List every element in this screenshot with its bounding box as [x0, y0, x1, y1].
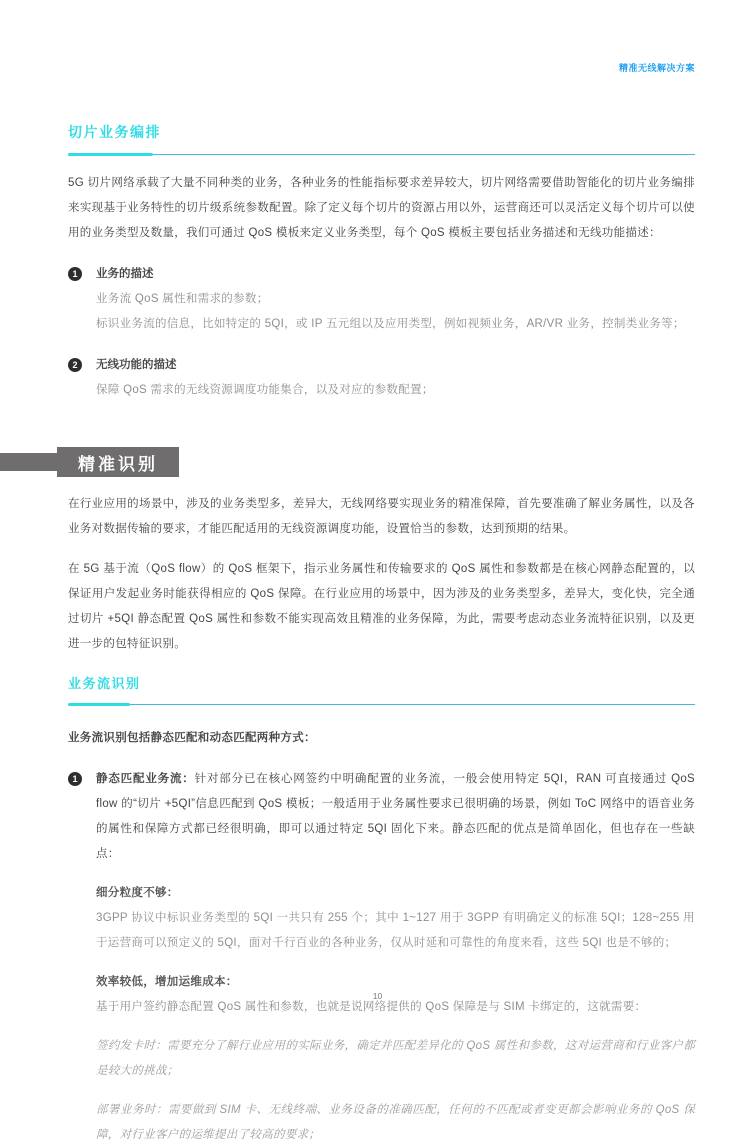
list-item-lead-bold: 静态匹配业务流： [96, 773, 195, 785]
note-deployment: 部署业务时：需要做到 SIM 卡、无线终端、业务设备的准确匹配，任何的不匹配或者变更都会影响业务的 QoS 保障，对行业客户的运维提出了较高的要求； [96, 1104, 695, 1141]
numbered-bullet-icon: 1 [68, 772, 82, 786]
note-subscription: 签约发卡时：需要充分了解行业应用的实际业务，确定并匹配差异化的 QoS 属性和参数，这对运营商和行业客户都是较大的挑战； [96, 1040, 695, 1077]
list-item-header [68, 767, 695, 867]
section-divider [68, 153, 695, 156]
numbered-bullet-icon: 2 [68, 358, 82, 372]
precise-paragraph-2: 在 5G 基于流（QoS flow）的 QoS 框架下，指示业务属性和传输要求的 QoS 属性和参数都是在核心网静态配置的，以保证用户发起业务时能获得相应的 QoS 保障。在行业应用的场景中，因为涉及的业务类型多，差异大，变化快，完全通过切片 +5QI 静态配置 QoS 属性和参数不能实现高效且精准的业务保障，为此，需要考虑动态业务流特征识别，以及更进一步的包特征识别。 [68, 563, 695, 650]
list-item-header [68, 262, 695, 287]
drawback-granularity [96, 881, 695, 956]
list-item-header [68, 353, 695, 378]
list-item-line: 保障 QoS 需求的无线资源调度功能集合，以及对应的参数配置； [96, 384, 434, 396]
page-number: 10 [372, 991, 383, 1001]
divider-accent [68, 703, 130, 706]
list-item-radio-function-description [68, 353, 695, 403]
precise-paragraph-1: 在行业应用的场景中，涉及的业务类型多，差异大，无线网络要实现业务的精准保障，首先要准确了解业务属性，以及各业务对数据传输的要求，才能匹配适用的无线资源调度功能，设置恰当的参数，达到预期的结果。 [68, 498, 695, 535]
section-title-slice-orchestration: 切片业务编排 [68, 124, 161, 140]
drawback-body: 基于用户签约静态配置 QoS 属性和参数，也就是说网络提供的 QoS 保障是与 SIM 卡绑定的，这就需要： [96, 1001, 647, 1013]
doc-header [0, 0, 755, 76]
drawback-title: 细分粒度不够： [96, 887, 179, 899]
list-item-line: 业务流 QoS 属性和需求的参数； [96, 293, 269, 305]
list-item-body: 针对部分已在核心网签约中明确配置的业务流，一般会使用特定 5QI，RAN 可直接通过 QoS flow 的“切片 +5QI”信息匹配到 QoS 模板；一般适用于业务属性要求已很明确的场景，例如 ToC 网络中的语音业务的属性和保障方式都已经很明确，即可以通过特定 5QI 固化下来。静态匹配的优点是简单固化，但也存在一些缺点： [96, 773, 695, 860]
list-item-title: 业务的描述 [96, 268, 154, 280]
page-footer [0, 986, 755, 1004]
section-title-flow-identification: 业务流识别 [68, 676, 141, 691]
list-item-title: 无线功能的描述 [96, 359, 177, 371]
section-banner-precise-identification [0, 447, 695, 477]
numbered-bullet-icon: 1 [68, 267, 82, 281]
list-item-static-matching [68, 767, 695, 867]
divider-line [68, 704, 695, 705]
banner-title: 精准识别 [57, 447, 179, 477]
drawback-title: 效率较低，增加运维成本： [96, 976, 238, 988]
divider-line [68, 154, 695, 155]
list-item-paragraph [96, 767, 695, 867]
slice-intro-paragraph: 5G 切片网络承载了大量不同种类的业务，各种业务的性能指标要求差异较大，切片网络需要借助智能化的切片业务编排来实现基于业务特性的切片级系统参数配置。除了定义每个切片的资源占用以外，运营商还可以灵活定义每个切片可以使用的业务类型及数量，我们可通过 QoS 模板来定义业务类型，每个 QoS 模板主要包括业务描述和无线功能描述： [68, 177, 695, 239]
flow-lead-text: 业务流识别包括静态匹配和动态匹配两种方式： [68, 732, 316, 744]
section-divider [68, 703, 695, 706]
list-item-service-description [68, 262, 695, 337]
banner-left-strip [0, 453, 57, 471]
doc-header-label: 精准无线解决方案 [618, 63, 695, 73]
list-item-line: 标识业务流的信息，比如特定的 5QI，或 IP 五元组以及应用类型，例如视频业务，AR/VR 业务，控制类业务等； [96, 318, 685, 330]
divider-accent [68, 153, 153, 156]
drawback-body: 3GPP 协议中标识业务类型的 5QI 一共只有 255 个；其中 1~127 用于 3GPP 有明确定义的标准 5QI；128~255 用于运营商可以预定义的 5QI，面对千行百业的各种业务，仅从时延和可靠性的角度来看，这些 5QI 也是不够的； [96, 912, 695, 949]
